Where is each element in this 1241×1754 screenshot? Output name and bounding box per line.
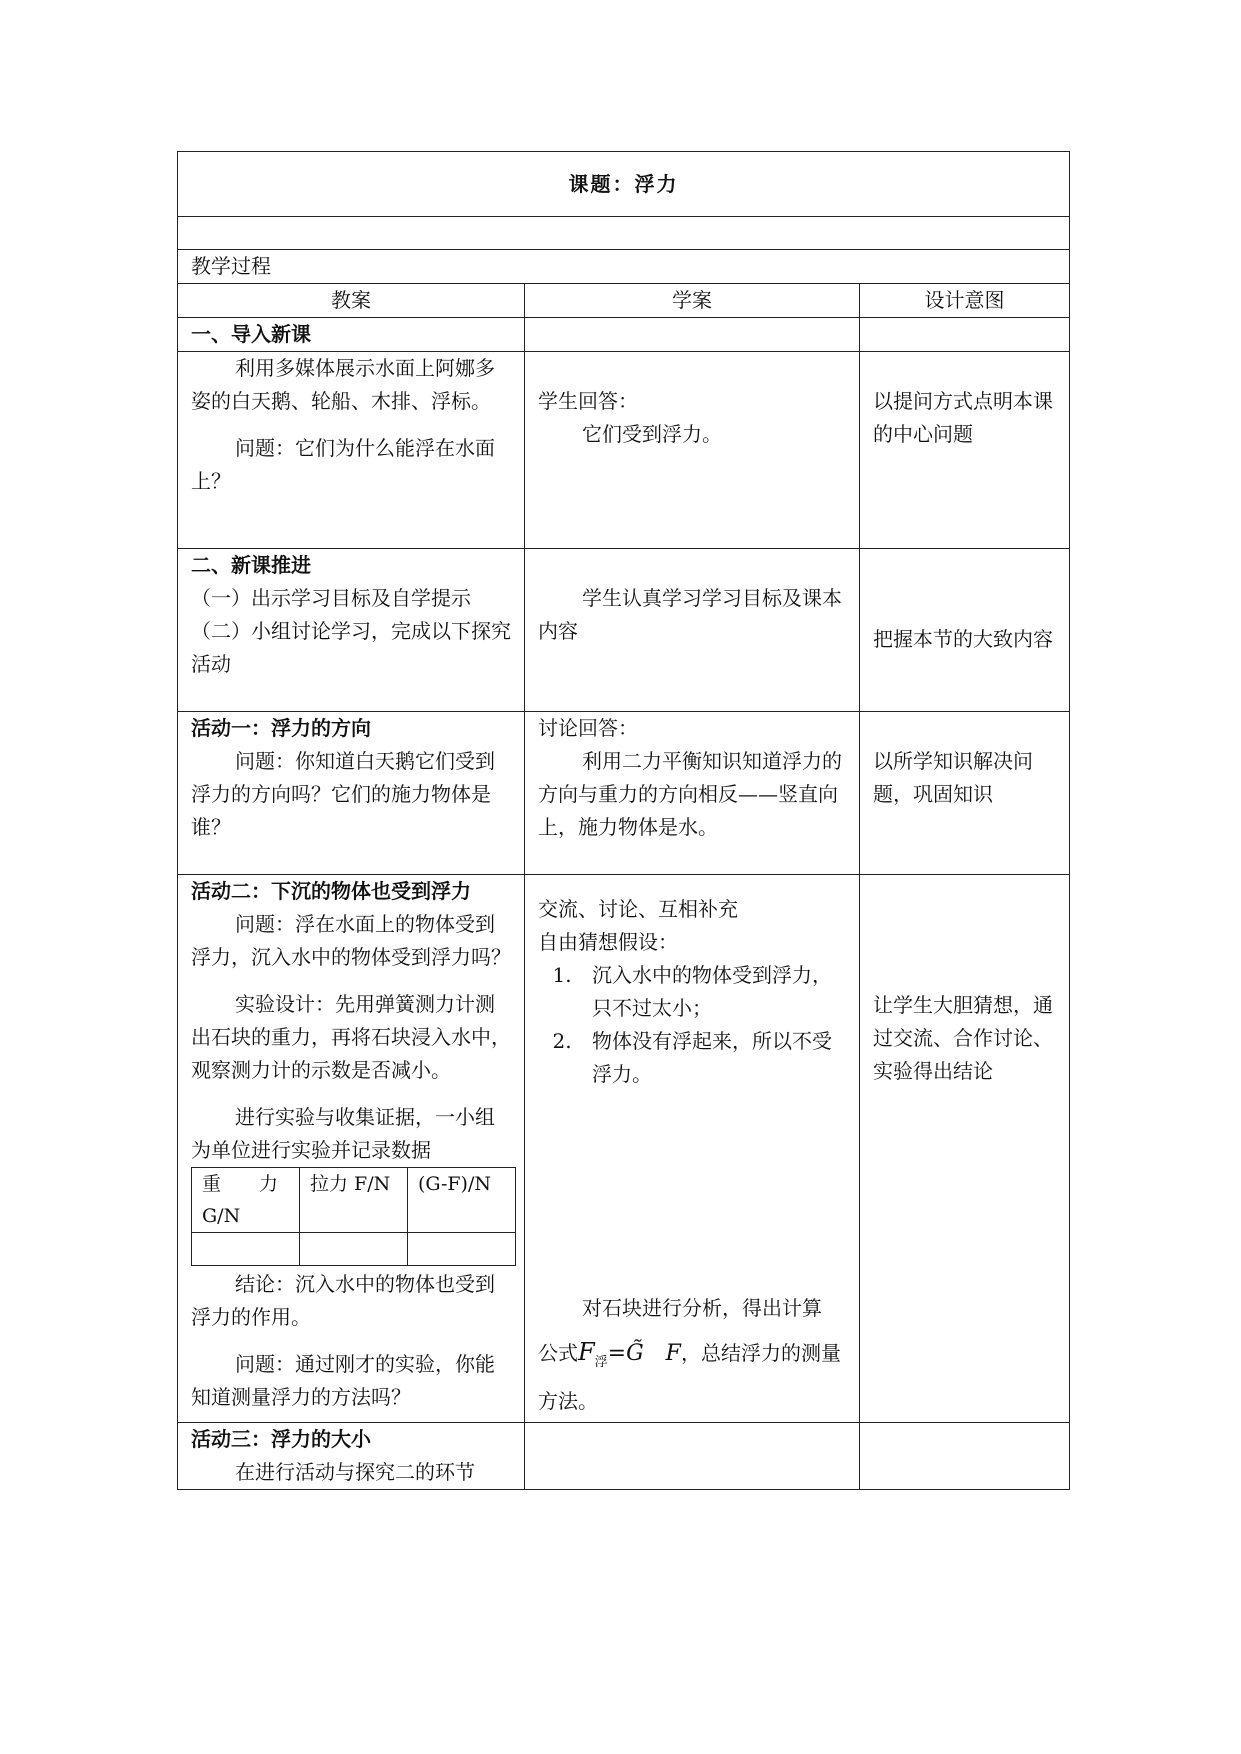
header-design-intent: 设计意图 xyxy=(860,284,1070,318)
data-table-header-pull: 拉力 F/N xyxy=(300,1168,408,1233)
intro-intent: 以提问方式点明本课的中心问题 xyxy=(873,389,1053,446)
intro-learning-label: 学生回答： xyxy=(538,389,638,413)
new-lesson-learning-cell xyxy=(525,549,860,712)
spacer xyxy=(873,352,1056,385)
activity1-learning-answer: 利用二力平衡知识知道浮力的方向与重力的方向相反——竖直向上，施力物体是水。 xyxy=(538,749,842,839)
data-table-cell xyxy=(300,1233,408,1266)
activity2-question2: 问题：通过刚才的实验，你能知道测量浮力的方法吗？ xyxy=(191,1352,495,1409)
activity1-learning-label: 讨论回答： xyxy=(538,716,638,740)
activity3-heading: 活动三：浮力的大小 xyxy=(191,1427,371,1451)
data-table-row xyxy=(192,1233,516,1266)
section-label: 教学过程 xyxy=(178,250,1070,284)
blank-cell xyxy=(178,217,1070,250)
new-lesson-intent: 把握本节的大致内容 xyxy=(873,626,1053,651)
spacer xyxy=(191,418,511,432)
activity1-teaching-cell xyxy=(178,712,525,875)
formula-rhs: =G̃ F xyxy=(607,1341,681,1366)
activity1-intent: 以所学知识解决问题，巩固知识 xyxy=(873,749,1033,806)
new-lesson-heading: 二、新课推进 xyxy=(191,553,311,577)
activity3-text: 在进行活动与探究二的环节 xyxy=(235,1460,475,1484)
formula-f: F xyxy=(578,1338,595,1366)
spacer xyxy=(873,712,1056,745)
new-lesson-row xyxy=(178,549,1070,712)
formula-prefix: 公式 xyxy=(538,1341,578,1365)
header-teaching-plan: 教案 xyxy=(178,284,525,318)
activity2-learning-cell xyxy=(525,875,860,1423)
spacer xyxy=(191,974,511,988)
empty-cell xyxy=(860,1423,1070,1490)
activity2-intent: 让学生大胆猜想，通过交流、合作讨论、实验得出结论 xyxy=(873,992,1053,1083)
empty-cell xyxy=(860,318,1070,352)
data-table-header-row xyxy=(192,1168,516,1233)
activity1-learning-cell xyxy=(525,712,860,875)
intro-learning-answer: 它们受到浮力。 xyxy=(582,422,722,446)
activity2-row xyxy=(178,875,1070,1423)
activity2-learning-exchange: 交流、讨论、互相补充 xyxy=(538,897,738,921)
empty-cell xyxy=(525,1423,860,1490)
intro-heading: 一、导入新课 xyxy=(178,318,525,352)
new-lesson-step-2: （二）小组讨论学习，完成以下探究活动 xyxy=(191,619,511,676)
formula-block xyxy=(538,1292,846,1420)
intro-teaching-cell xyxy=(178,352,525,549)
intro-question: 问题：它们为什么能浮在水面上？ xyxy=(191,436,495,493)
activity2-teaching-cell xyxy=(178,875,525,1423)
activity1-question: 问题：你知道白天鹅它们受到浮力的方向吗？它们的施力物体是谁？ xyxy=(191,749,495,839)
new-lesson-teaching-cell xyxy=(178,549,525,712)
intro-learning-cell xyxy=(525,352,860,549)
new-lesson-learning: 学生认真学习学习目标及课本内容 xyxy=(538,586,842,643)
data-record-table xyxy=(191,1167,516,1266)
new-lesson-step-1: （一）出示学习目标及自学提示 xyxy=(191,586,471,610)
formula-subscript: 浮 xyxy=(594,1355,608,1370)
spacer xyxy=(538,875,846,893)
intro-teaching-text: 利用多媒体展示水面上阿娜多姿的白天鹅、轮船、木排、浮标。 xyxy=(191,356,495,413)
intro-row xyxy=(178,352,1070,549)
lesson-plan-table xyxy=(177,151,1070,1490)
activity1-row xyxy=(178,712,1070,875)
activity1-intent-cell xyxy=(860,712,1070,875)
intro-heading-row xyxy=(178,318,1070,352)
activity1-heading: 活动一：浮力的方向 xyxy=(191,716,371,740)
spacer xyxy=(538,352,846,385)
activity2-learning-hypothesis-label: 自由猜想假设： xyxy=(538,930,678,954)
spacer xyxy=(538,549,846,582)
hypothesis-item: 2. 物体没有浮起来，所以不受浮力。 xyxy=(578,1025,846,1091)
empty-cell xyxy=(525,318,860,352)
section-row xyxy=(178,250,1070,284)
new-lesson-intent-cell xyxy=(860,549,1070,712)
header-row xyxy=(178,284,1070,318)
activity2-intent-cell xyxy=(860,875,1070,1423)
activity2-conclusion: 结论：沉入水中的物体也受到浮力的作用。 xyxy=(191,1272,495,1329)
header-learning-plan: 学案 xyxy=(525,284,860,318)
data-table-header-buoyancy: (G-F)/N xyxy=(408,1168,516,1233)
hypothesis-item: 1. 沉入水中的物体受到浮力，只不过太小； xyxy=(578,959,846,1025)
formula-line xyxy=(538,1333,846,1420)
activity2-heading: 活动二：下沉的物体也受到浮力 xyxy=(191,879,471,903)
activity3-teaching-cell xyxy=(178,1423,525,1490)
data-table-cell xyxy=(192,1233,300,1266)
activity2-analysis: 对石块进行分析，得出计算 xyxy=(582,1296,822,1320)
spacer xyxy=(191,1087,511,1101)
title-row xyxy=(178,152,1070,217)
activity2-design: 实验设计：先用弹簧测力计测出石块的重力，再将石块浸入水中，观察测力计的示数是否减小。 xyxy=(191,992,511,1082)
data-table-header-gravity: 重 力G/N xyxy=(192,1168,300,1233)
activity3-row xyxy=(178,1423,1070,1490)
activity2-collect: 进行实验与收集证据，一小组为单位进行实验并记录数据 xyxy=(191,1105,495,1162)
hypothesis-list xyxy=(538,959,846,1091)
activity2-question: 问题：浮在水面上的物体受到浮力，沉入水中的物体受到浮力吗？ xyxy=(191,912,511,969)
blank-row xyxy=(178,217,1070,250)
formula-suffix: ，总结浮力的测量方法。 xyxy=(538,1341,841,1413)
lesson-title: 课题：浮力 xyxy=(178,152,1070,217)
data-table-cell xyxy=(408,1233,516,1266)
spacer xyxy=(191,1334,511,1348)
intro-intent-cell xyxy=(860,352,1070,549)
lesson-plan-page xyxy=(177,151,1069,1490)
